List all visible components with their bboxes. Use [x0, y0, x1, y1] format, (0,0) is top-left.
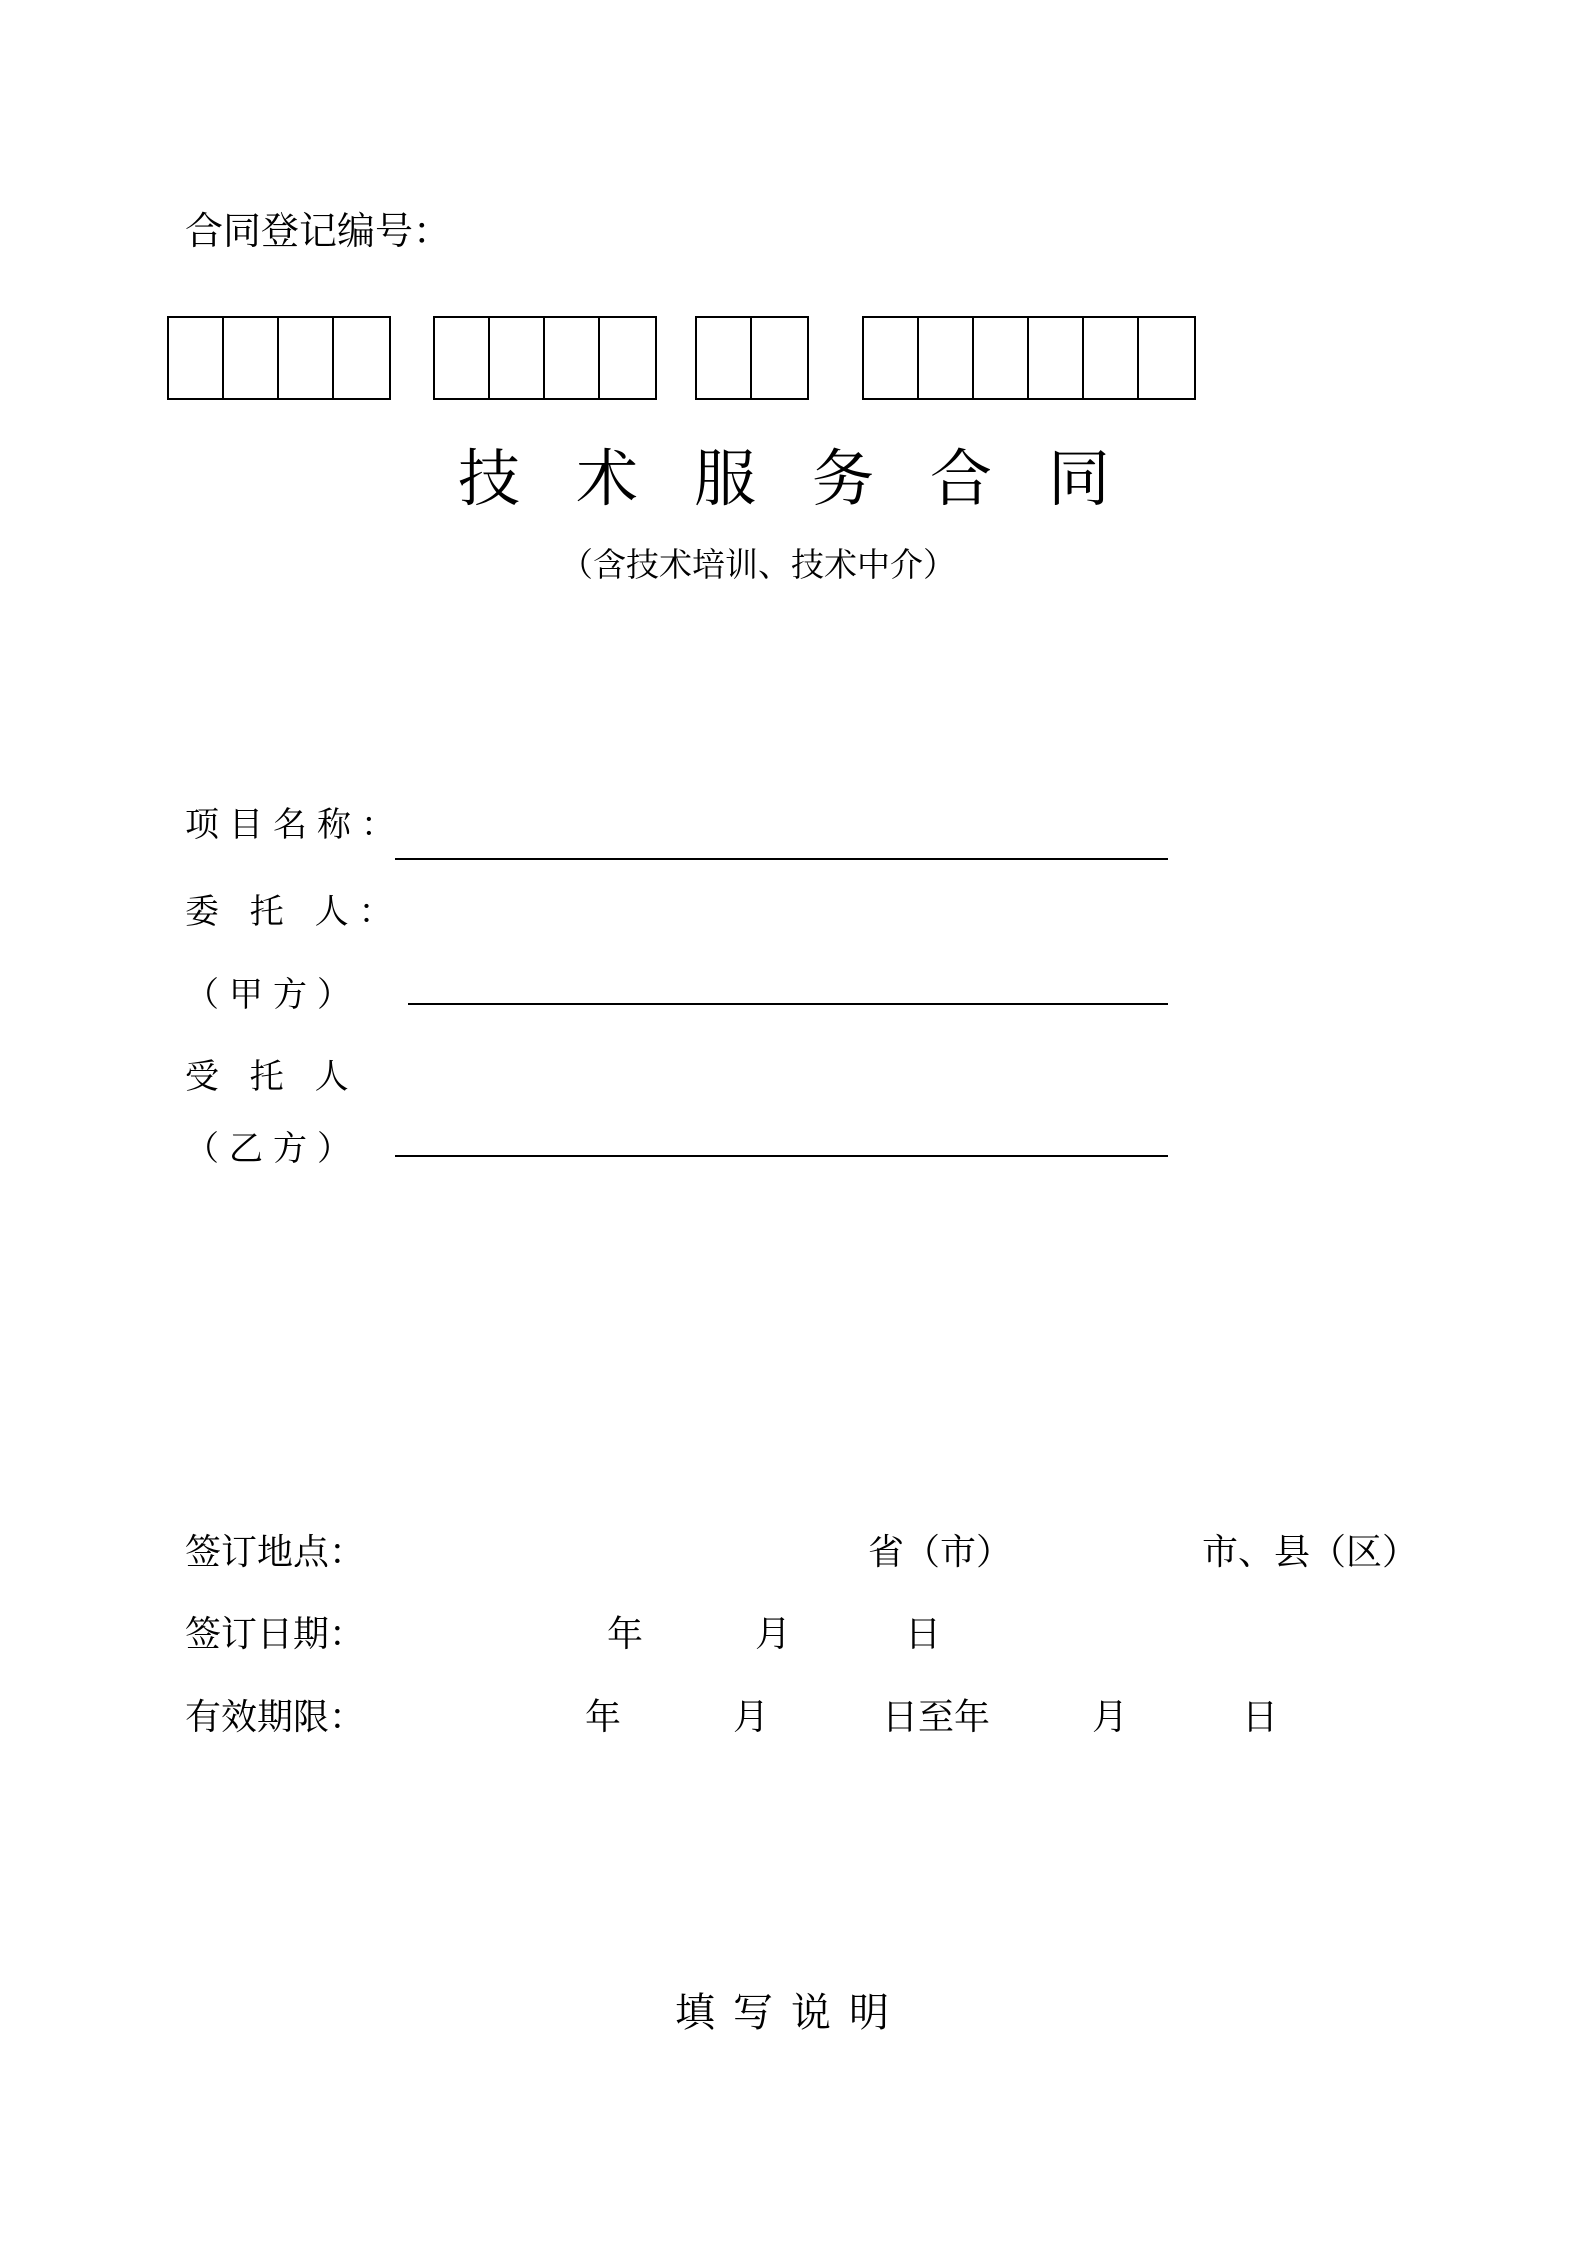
- filling-instructions-title: 填写说明: [675, 1990, 907, 2036]
- signing-month-label: 月: [755, 1614, 792, 1655]
- contractor-label: 受 托 人: [185, 1057, 359, 1097]
- validity-end-month-label: 月: [1092, 1697, 1129, 1738]
- registration-box[interactable]: [1029, 318, 1084, 398]
- signing-year-label: 年: [607, 1614, 644, 1655]
- project-name-underline[interactable]: [395, 858, 1168, 860]
- registration-box[interactable]: [974, 318, 1029, 398]
- contract-subtitle: （含技术培训、技术中介）: [560, 545, 956, 584]
- client-label: 委 托 人：: [185, 892, 403, 932]
- signing-day-label: 日: [905, 1614, 942, 1655]
- registration-box[interactable]: [864, 318, 919, 398]
- registration-box[interactable]: [545, 318, 600, 398]
- registration-box[interactable]: [697, 318, 752, 398]
- province-label: 省（市）: [868, 1532, 1013, 1573]
- validity-start-year-label: 年: [585, 1697, 622, 1738]
- validity-start-month-label: 月: [733, 1697, 770, 1738]
- registration-number-label: 合同登记编号：: [185, 209, 452, 253]
- registration-box[interactable]: [1084, 318, 1139, 398]
- validity-period-label: 有效期限：: [185, 1697, 366, 1738]
- registration-box-group-1: [167, 316, 391, 400]
- registration-box[interactable]: [600, 318, 655, 398]
- client-underline[interactable]: [408, 1003, 1168, 1005]
- contractor-party-label: （乙方）: [185, 1129, 361, 1169]
- registration-box[interactable]: [224, 318, 279, 398]
- registration-box[interactable]: [435, 318, 490, 398]
- validity-end-day-label: 日: [1242, 1697, 1279, 1738]
- project-name-label: 项目名称：: [185, 805, 405, 845]
- registration-box[interactable]: [169, 318, 224, 398]
- registration-box-group-4: [862, 316, 1196, 400]
- contractor-underline[interactable]: [395, 1155, 1168, 1157]
- registration-box[interactable]: [334, 318, 389, 398]
- registration-box-group-2: [433, 316, 657, 400]
- registration-box[interactable]: [752, 318, 807, 398]
- contract-title: 技术服务合同: [458, 442, 1167, 515]
- city-county-label: 市、县（区）: [1202, 1532, 1419, 1573]
- registration-box[interactable]: [1139, 318, 1194, 398]
- client-party-label: （甲方）: [185, 975, 361, 1015]
- registration-box-group-3: [695, 316, 809, 400]
- signing-date-label: 签订日期：: [185, 1614, 366, 1655]
- registration-box[interactable]: [490, 318, 545, 398]
- validity-to-year-label: 日至年: [882, 1697, 991, 1738]
- registration-box[interactable]: [919, 318, 974, 398]
- registration-box[interactable]: [279, 318, 334, 398]
- signing-place-label: 签订地点：: [185, 1532, 366, 1573]
